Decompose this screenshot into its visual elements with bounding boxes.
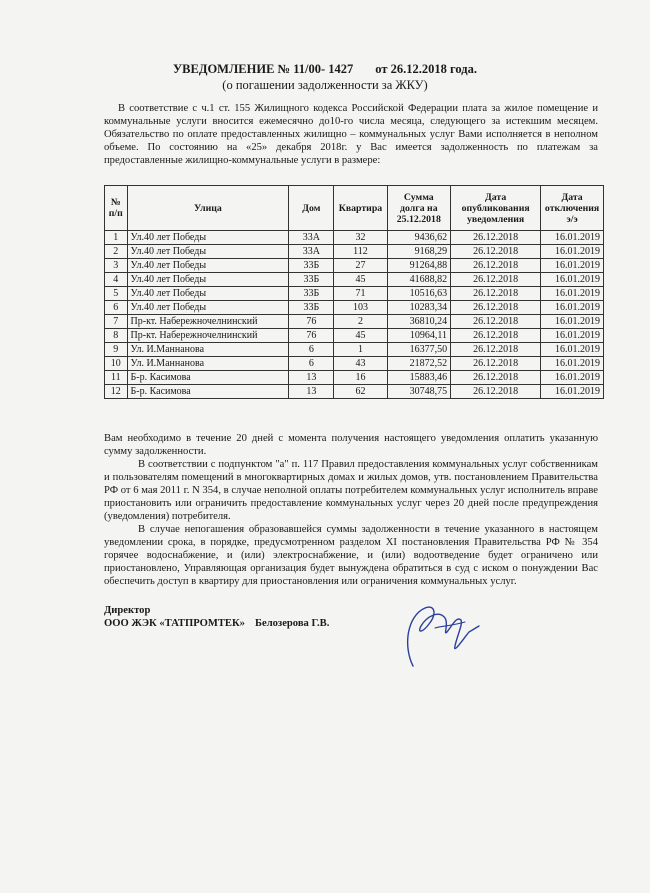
signer-name: Белозерова Г.В. (254, 618, 330, 629)
cell-disconnect-date: 16.01.2019 (541, 329, 604, 343)
payment-demand-paragraph: Вам необходимо в течение 20 дней с момента получения настоящего уведомления оплатить указанную сумму задолженности. (104, 433, 598, 457)
cell-publication-date: 26.12.2018 (451, 301, 541, 315)
table-row (105, 329, 604, 343)
cell-disconnect-date: 16.01.2019 (541, 385, 604, 399)
cell-debt-sum: 91264,88 (387, 259, 450, 273)
cell-apartment: 2 (334, 315, 387, 329)
cell-street: Ул.40 лет Победы (127, 259, 289, 273)
table-row (105, 231, 604, 245)
cell-number: 12 (105, 385, 128, 399)
cell-street: Ул.40 лет Победы (127, 273, 289, 287)
cell-street: Ул.40 лет Победы (127, 231, 289, 245)
cell-number: 10 (105, 357, 128, 371)
cell-disconnect-date: 16.01.2019 (541, 287, 604, 301)
cell-disconnect-date: 16.01.2019 (541, 301, 604, 315)
cell-apartment: 45 (334, 273, 387, 287)
cell-debt-sum: 15883,46 (387, 371, 450, 385)
cell-apartment: 71 (334, 287, 387, 301)
cell-debt-sum: 41688,82 (387, 273, 450, 287)
cell-disconnect-date: 16.01.2019 (541, 343, 604, 357)
cell-debt-sum: 36810,24 (387, 315, 450, 329)
cell-apartment: 103 (334, 301, 387, 315)
table-row (105, 245, 604, 259)
cell-house: 33Б (289, 287, 334, 301)
cell-publication-date: 26.12.2018 (451, 273, 541, 287)
table-row (105, 357, 604, 371)
signer-organization: ООО ЖЭК «ТАТПРОМТЕК» (104, 618, 245, 629)
cell-street: Ул.40 лет Победы (127, 301, 289, 315)
cell-house: 13 (289, 371, 334, 385)
cell-house: 6 (289, 343, 334, 357)
header-disconnect-date: Дата отключения э/э (541, 186, 604, 231)
cell-apartment: 62 (334, 385, 387, 399)
cell-number: 3 (105, 259, 128, 273)
cell-street: Б-р. Касимова (127, 371, 289, 385)
cell-disconnect-date: 16.01.2019 (541, 231, 604, 245)
cell-number: 7 (105, 315, 128, 329)
consequences-paragraph: В случае непогашения образовавшейся суммы задолженности в течение указанного в настоящем уведомлении срока, в порядке, предусмотренном разделом XI постановления Правительства РФ № 354 горячее водоснабжение, и (или) электроснабжение, и (или) водоотведение будет ограничено или приостановлено, Управляющая организация будет вынуждена обратиться в суд с иском о понуждении Вас обеспечить доступ в квартиру для приостановления или ограничения коммунальных услуг. (104, 524, 598, 587)
document-title (0, 62, 650, 77)
cell-publication-date: 26.12.2018 (451, 343, 541, 357)
cell-number: 8 (105, 329, 128, 343)
cell-debt-sum: 10964,11 (387, 329, 450, 343)
cell-house: 33Б (289, 301, 334, 315)
cell-street: Ул.40 лет Победы (127, 287, 289, 301)
legal-basis-paragraph: В соответствии с подпунктом "а" п. 117 Правил предоставления коммунальных услуг собственникам и пользователям помещений в многоквартирных домах и жилых домов, утв. постановлением Правительства РФ от 6 мая 2011 г. N 354, в случае неполной оплаты потребителем коммунальных услуг исполнитель вправе приостановить или ограничить предоставление коммунальных услуг через 20 дней после предупреждения (уведомления) потребителя. (104, 459, 598, 522)
cell-publication-date: 26.12.2018 (451, 315, 541, 329)
cell-publication-date: 26.12.2018 (451, 245, 541, 259)
cell-number: 9 (105, 343, 128, 357)
cell-street: Пр-кт. Набережночелнинский (127, 315, 289, 329)
cell-disconnect-date: 16.01.2019 (541, 245, 604, 259)
cell-disconnect-date: 16.01.2019 (541, 357, 604, 371)
cell-apartment: 112 (334, 245, 387, 259)
document-subtitle: (о погашении задолженности за ЖКУ) (222, 78, 428, 92)
cell-house: 76 (289, 329, 334, 343)
cell-debt-sum: 10516,63 (387, 287, 450, 301)
cell-debt-sum: 10283,34 (387, 301, 450, 315)
cell-publication-date: 26.12.2018 (451, 259, 541, 273)
cell-publication-date: 26.12.2018 (451, 371, 541, 385)
cell-publication-date: 26.12.2018 (451, 385, 541, 399)
cell-disconnect-date: 16.01.2019 (541, 371, 604, 385)
signer-position: Директор (104, 605, 151, 616)
table-row (105, 315, 604, 329)
header-number: № п/п (105, 186, 128, 231)
header-apartment: Квартира (334, 186, 387, 231)
notice-number: УВЕДОМЛЕНИЕ № 11/00- 1427 (173, 62, 354, 76)
cell-number: 4 (105, 273, 128, 287)
cell-house: 33Б (289, 273, 334, 287)
cell-number: 11 (105, 371, 128, 385)
table-header-row (105, 186, 604, 231)
cell-debt-sum: 9168,29 (387, 245, 450, 259)
cell-street: Ул. И.Маннанова (127, 343, 289, 357)
cell-number: 2 (105, 245, 128, 259)
cell-publication-date: 26.12.2018 (451, 357, 541, 371)
table-row (105, 259, 604, 273)
cell-number: 5 (105, 287, 128, 301)
table-row (105, 287, 604, 301)
cell-apartment: 27 (334, 259, 387, 273)
table-row (105, 371, 604, 385)
cell-house: 6 (289, 357, 334, 371)
cell-apartment: 43 (334, 357, 387, 371)
table-row (105, 343, 604, 357)
cell-number: 6 (105, 301, 128, 315)
cell-debt-sum: 21872,52 (387, 357, 450, 371)
cell-apartment: 16 (334, 371, 387, 385)
cell-disconnect-date: 16.01.2019 (541, 315, 604, 329)
debt-table (104, 185, 604, 399)
cell-publication-date: 26.12.2018 (451, 287, 541, 301)
cell-publication-date: 26.12.2018 (451, 329, 541, 343)
handwritten-signature (395, 596, 485, 676)
cell-house: 76 (289, 315, 334, 329)
header-street: Улица (127, 186, 289, 231)
cell-debt-sum: 9436,62 (387, 231, 450, 245)
cell-publication-date: 26.12.2018 (451, 231, 541, 245)
header-house: Дом (289, 186, 334, 231)
table-row (105, 385, 604, 399)
notice-date: от 26.12.2018 года. (375, 62, 477, 76)
cell-street: Пр-кт. Набережночелнинский (127, 329, 289, 343)
intro-paragraph: В соответствие с ч.1 ст. 155 Жилищного кодекса Российской Федерации плата за жилое помещение и коммунальные услуги вносится ежемесячно до10-го числа месяца, следующего за истекшим месяцем. Обязательство по оплате предоставленных жилищно – коммунальных услуг Вами исполняется в неполном объеме. По состоянию на «25» декабря 2018г. у Вас имеется задолженность по платежам за предоставленные жилищно-коммунальные услуги в размере: (104, 103, 598, 166)
cell-house: 33Б (289, 259, 334, 273)
cell-number: 1 (105, 231, 128, 245)
body-text (104, 432, 598, 588)
cell-house: 33А (289, 231, 334, 245)
cell-apartment: 32 (334, 231, 387, 245)
header-debt-sum: Сумма долга на 25.12.2018 (387, 186, 450, 231)
cell-disconnect-date: 16.01.2019 (541, 259, 604, 273)
table-row (105, 273, 604, 287)
cell-house: 33А (289, 245, 334, 259)
cell-street: Ул. И.Маннанова (127, 357, 289, 371)
table-row (105, 301, 604, 315)
cell-apartment: 1 (334, 343, 387, 357)
cell-street: Б-р. Касимова (127, 385, 289, 399)
cell-debt-sum: 16377,50 (387, 343, 450, 357)
header-publication-date: Дата опубликования уведомления (451, 186, 541, 231)
cell-street: Ул.40 лет Победы (127, 245, 289, 259)
signature-block (104, 604, 329, 630)
cell-disconnect-date: 16.01.2019 (541, 273, 604, 287)
table-body (105, 231, 604, 399)
cell-debt-sum: 30748,75 (387, 385, 450, 399)
cell-house: 13 (289, 385, 334, 399)
cell-apartment: 45 (334, 329, 387, 343)
